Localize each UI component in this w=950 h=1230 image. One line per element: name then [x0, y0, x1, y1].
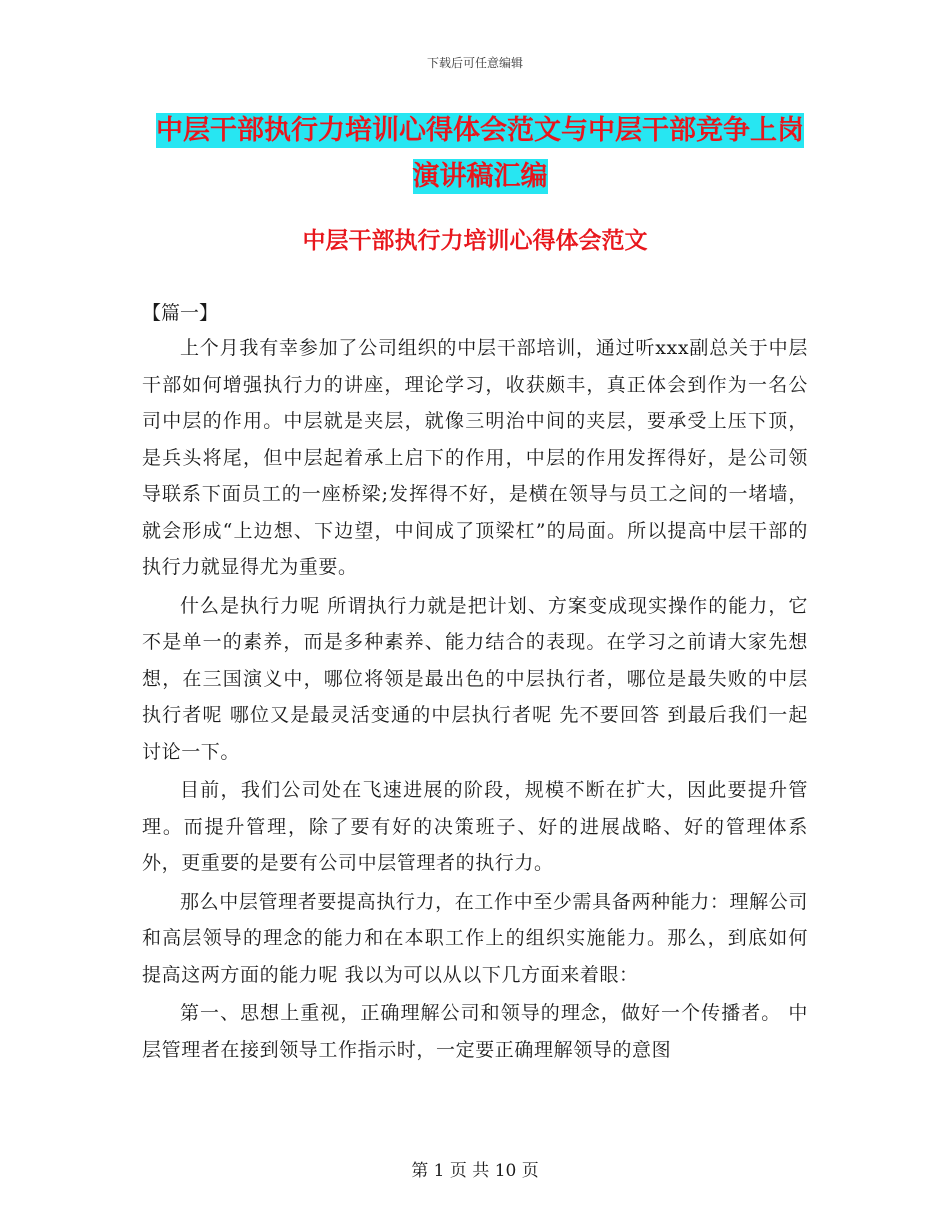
- paragraph: 什么是执行力呢 所谓执行力就是把计划、方案变成现实操作的能力，它不是单一的素养，而是多种素养、能力结合的表现。在学习之前请大家先想想，在三国演义中，哪位将领是最出色的中层执行者，哪位是最失败的中层执行者呢 哪位又是最灵活变通的中层执行者呢 先不要回答 到最后我们一起讨论一下。: [142, 594, 808, 763]
- section-tag: 【篇一】: [142, 302, 219, 324]
- paragraph: 那么中层管理者要提高执行力，在工作中至少需具备两种能力：理解公司和高层领导的理念的能力和在本职工作上的组织实施能力。那么，到底如何提高这两方面的能力呢 我以为可以从以下几方面来着眼：: [142, 890, 808, 986]
- paragraph: 第一、思想上重视，正确理解公司和领导的理念，做好一个传播者。 中层管理者在接到领导工作指示时，一定要正确理解领导的意图: [142, 1002, 808, 1061]
- paragraph: 上个月我有幸参加了公司组织的中层干部培训，通过听xxx副总关于中层干部如何增强执行力的讲座，理论学习，收获颇丰，真正体会到作为一名公司中层的作用。中层就是夹层，就像三明治中间的夹层，要承受上压下顶，是兵头将尾，但中层起着承上启下的作用，中层的作用发挥得好，是公司领导联系下面员工的一座桥梁;发挥得不好，是横在领导与员工之间的一堵墙，就会形成“上边想、下边望，中间成了顶梁杠”的局面。所以提高中层干部的执行力就显得尤为重要。: [142, 337, 808, 578]
- body-text: [142, 330, 808, 1070]
- paragraph: 目前，我们公司处在飞速进展的阶段，规模不断在扩大，因此要提升管理。而提升管理，除了要有好的决策班子、好的进展战略、好的管理体系外，更重要的是要有公司中层管理者的执行力。: [142, 779, 808, 874]
- header-note: 下载后可任意编辑: [426, 56, 523, 70]
- document-title: [150, 108, 810, 200]
- section-title: 中层干部执行力培训心得体会范文: [302, 228, 648, 254]
- page-footer: 第 1 页 共 10 页: [411, 1161, 539, 1181]
- highlighted-title-text: 中层干部执行力培训心得体会范文与中层干部竞争上岗演讲稿汇编: [156, 115, 804, 192]
